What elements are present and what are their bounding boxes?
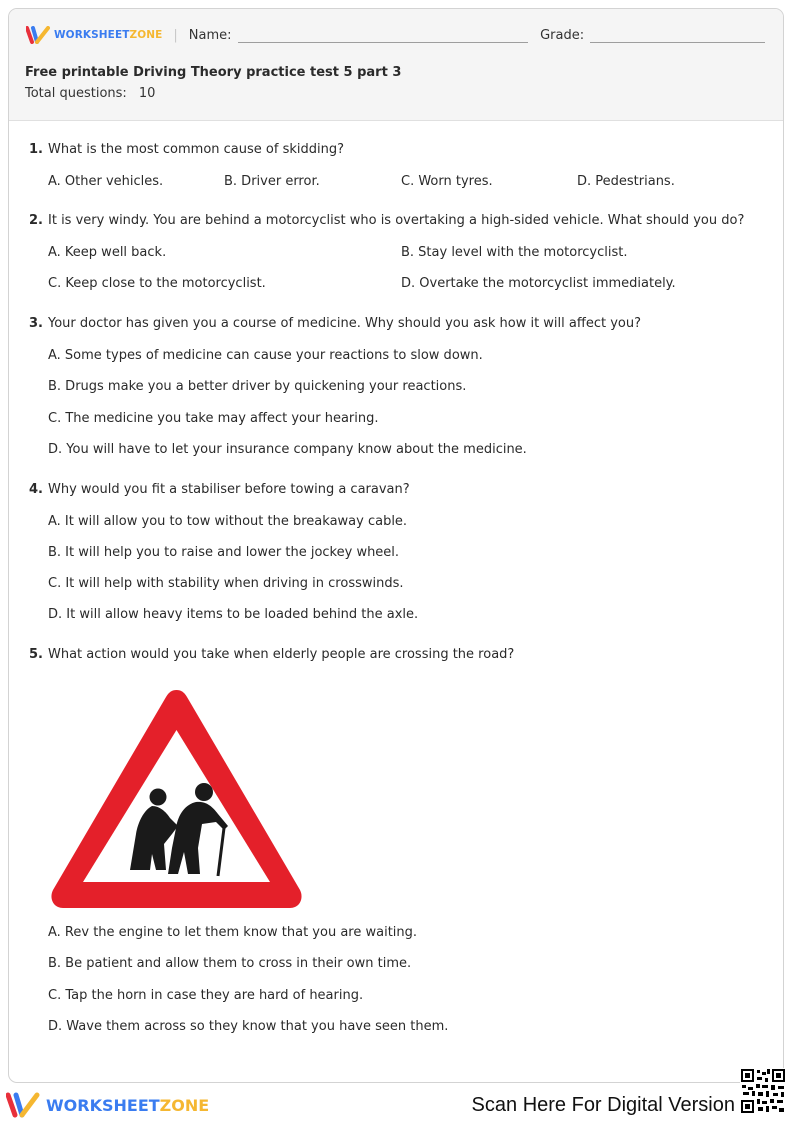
total-value: 10 xyxy=(138,86,156,101)
total-questions xyxy=(25,86,155,101)
logo-w-icon xyxy=(26,26,50,44)
q2-option-a[interactable]: A. Keep well back. xyxy=(48,245,167,260)
q4-option-c[interactable]: C. It will help with stability when driving in crosswinds. xyxy=(48,576,404,591)
worksheet-title: Free printable Driving Theory practice test 5 part 3 xyxy=(25,65,402,80)
grade-label: Grade: xyxy=(540,27,585,43)
question-2: 2. It is very windy. You are behind a motorcyclist who is overtaking a high-sided vehicle. What should you do? xyxy=(29,213,745,228)
question-4: 4. Why would you fit a stabiliser before towing a caravan? xyxy=(29,482,410,497)
footer-logo-text: WORKSHEETZONE xyxy=(46,1095,210,1115)
q4-option-a[interactable]: A. It will allow you to tow without the breakaway cable. xyxy=(48,514,408,529)
q1-option-a[interactable]: A. Other vehicles. xyxy=(48,174,164,189)
q5-option-b[interactable]: B. Be patient and allow them to cross in their own time. xyxy=(48,956,412,971)
q4-option-d[interactable]: D. It will allow heavy items to be loaded behind the axle. xyxy=(48,607,419,622)
q5-option-d[interactable]: D. Wave them across so they know that you have seen them. xyxy=(48,1019,449,1034)
q3-option-a[interactable]: A. Some types of medicine can cause your reactions to slow down. xyxy=(48,348,483,363)
q3-option-c[interactable]: C. The medicine you take may affect your hearing. xyxy=(48,411,379,426)
divider: | xyxy=(173,27,178,43)
grade-field[interactable] xyxy=(590,28,765,43)
footer-logo xyxy=(6,1092,209,1118)
question-1: 1. What is the most common cause of skidding? xyxy=(29,142,344,157)
q2-option-b[interactable]: B. Stay level with the motorcyclist. xyxy=(401,245,628,260)
q3-option-d[interactable]: D. You will have to let your insurance company know about the medicine. xyxy=(48,442,527,457)
q2-option-c[interactable]: C. Keep close to the motorcyclist. xyxy=(48,276,266,291)
qr-code-icon[interactable] xyxy=(740,1068,786,1114)
q2-option-d[interactable]: D. Overtake the motorcyclist immediately. xyxy=(401,276,676,291)
logo-text: WORKSHEETZONE xyxy=(54,29,163,41)
q5-option-c[interactable]: C. Tap the horn in case they are hard of hearing. xyxy=(48,988,364,1003)
elderly-people-warning-sign-icon xyxy=(48,684,305,914)
name-label: Name: xyxy=(188,27,232,43)
q1-option-d[interactable]: D. Pedestrians. xyxy=(577,174,675,189)
page-footer xyxy=(0,1086,793,1122)
scan-text: Scan Here For Digital Version xyxy=(471,1094,735,1116)
footer-logo-w-icon xyxy=(6,1092,40,1118)
worksheetzone-logo xyxy=(26,26,162,44)
worksheet-header xyxy=(9,9,783,121)
total-label: Total questions: xyxy=(25,86,127,101)
q3-option-b[interactable]: B. Drugs make you a better driver by quickening your reactions. xyxy=(48,379,467,394)
worksheet-page xyxy=(8,8,784,1083)
q5-option-a[interactable]: A. Rev the engine to let them know that you are waiting. xyxy=(48,925,418,940)
name-field[interactable] xyxy=(238,28,529,43)
q1-option-b[interactable]: B. Driver error. xyxy=(224,174,320,189)
q4-option-b[interactable]: B. It will help you to raise and lower the jockey wheel. xyxy=(48,545,400,560)
q1-option-c[interactable]: C. Worn tyres. xyxy=(401,174,493,189)
question-5: 5. What action would you take when elderly people are crossing the road? xyxy=(29,647,515,662)
question-3: 3. Your doctor has given you a course of medicine. Why should you ask how it will affect you? xyxy=(29,316,641,331)
brand-row xyxy=(26,24,765,46)
